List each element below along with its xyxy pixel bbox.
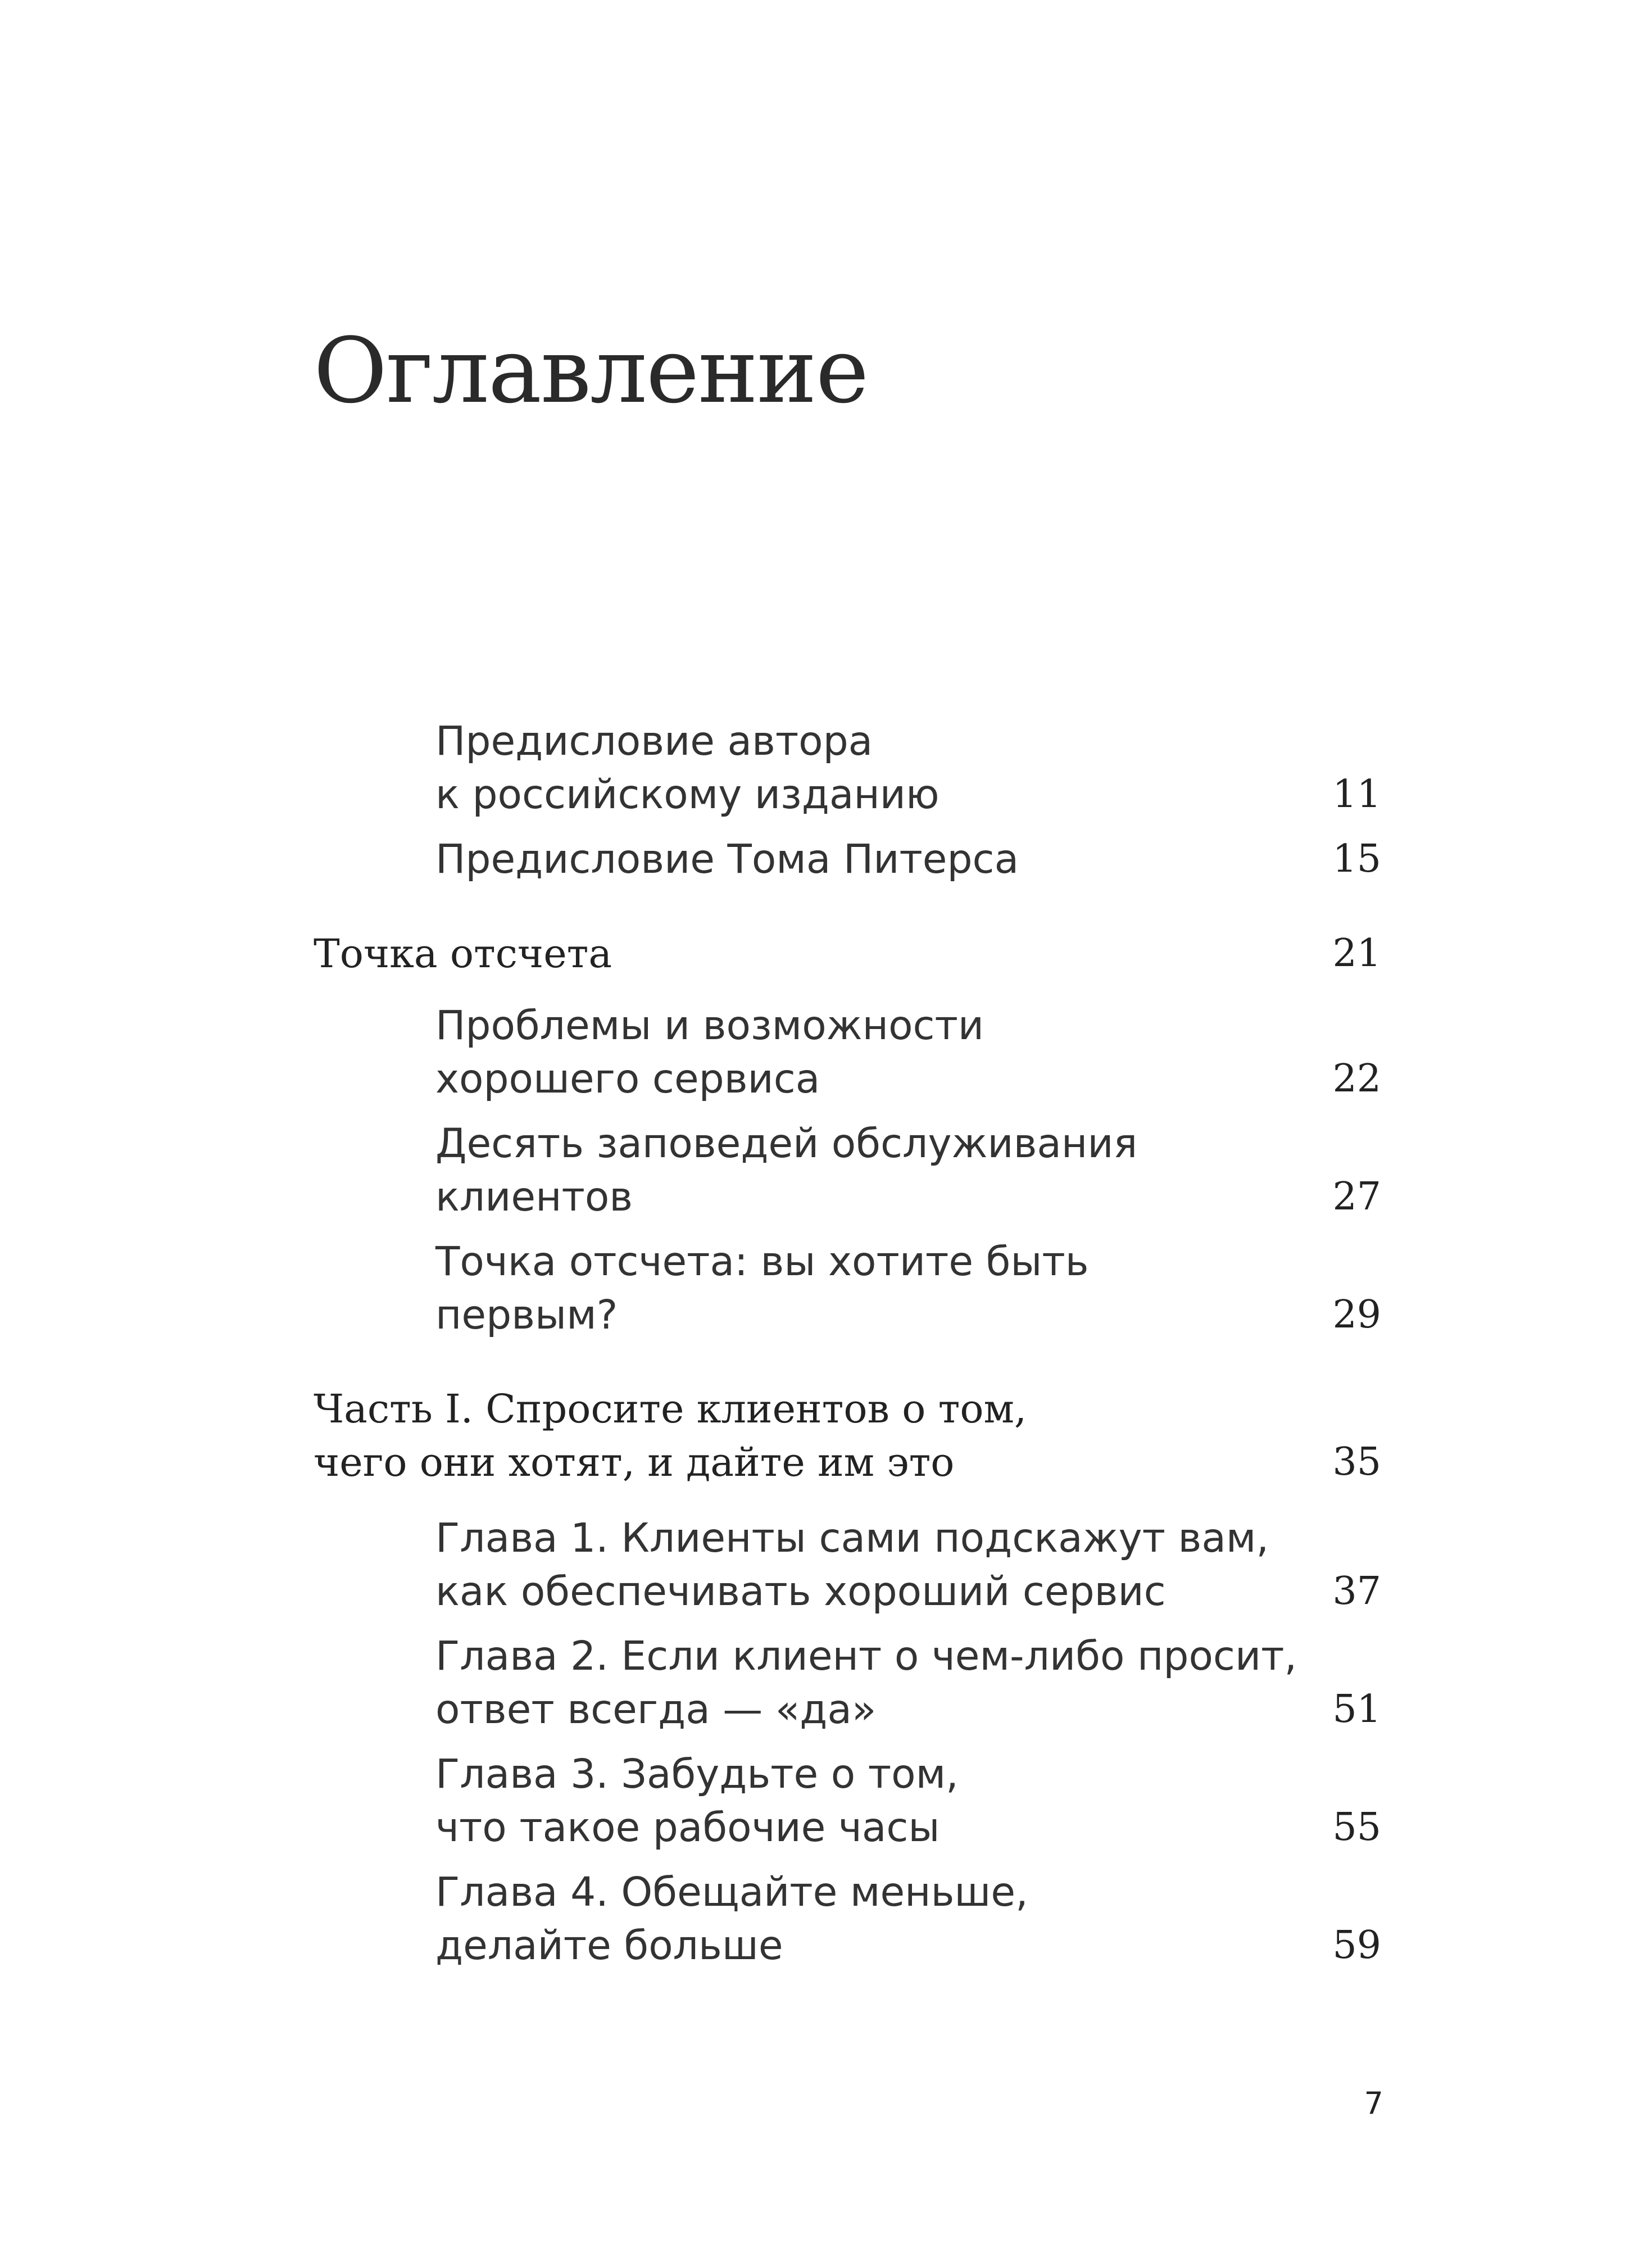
toc-entry-line: Предисловие Тома Питерса [435,836,1019,882]
toc-part-line: Часть I. Спросите клиентов о том, [314,1386,1027,1432]
toc-part-line: чего они хотят, и дайте им это [314,1439,955,1485]
toc-entry-line: клиентов [435,1173,633,1220]
toc-entry-line: Десять заповедей обслуживания [435,1120,1138,1167]
toc-entry-line: Глава 3. Забудьте о том, [435,1751,959,1797]
page-folio-number: 7 [1364,2086,1383,2121]
toc-page-number: 21 [1332,931,1381,976]
toc-page-number: 27 [1332,1175,1381,1219]
toc-page-number: 35 [1332,1440,1381,1484]
toc-page-number: 15 [1332,837,1381,881]
toc-page-number: 51 [1332,1687,1381,1732]
toc-page-number: 11 [1332,772,1381,817]
toc-entry-line: как обеспечивать хороший сервис [435,1568,1166,1615]
toc-entry-line: Глава 2. Если клиент о чем-либо просит, [435,1633,1297,1679]
toc-part-line: Точка отсчета [314,931,612,977]
toc-entry-line: Глава 1. Клиенты сами подскажут вам, [435,1515,1269,1561]
toc-entry-line: к российскому изданию [435,771,940,818]
toc-page-number: 55 [1332,1805,1381,1850]
toc-page-number: 22 [1332,1057,1381,1101]
toc-page-number: 59 [1332,1923,1381,1968]
toc-page-number: 29 [1332,1293,1381,1337]
toc-entry-line: Проблемы и возможности [435,1002,984,1049]
toc-entry-line: ответ всегда — «да» [435,1686,877,1733]
toc-entry-line: что такое рабочие часы [435,1804,940,1851]
toc-entry-line: Предисловие автора [435,718,873,764]
toc-entry-line: делайте больше [435,1922,783,1969]
toc-entry-line: хорошего сервиса [435,1055,820,1102]
toc-entry-line: Точка отсчета: вы хотите быть [435,1238,1089,1285]
page-title: Оглавление [314,318,868,423]
toc-entry-line: первым? [435,1291,618,1338]
toc-page-number: 37 [1332,1569,1381,1614]
toc-entry-line: Глава 4. Обещайте меньше, [435,1869,1028,1915]
